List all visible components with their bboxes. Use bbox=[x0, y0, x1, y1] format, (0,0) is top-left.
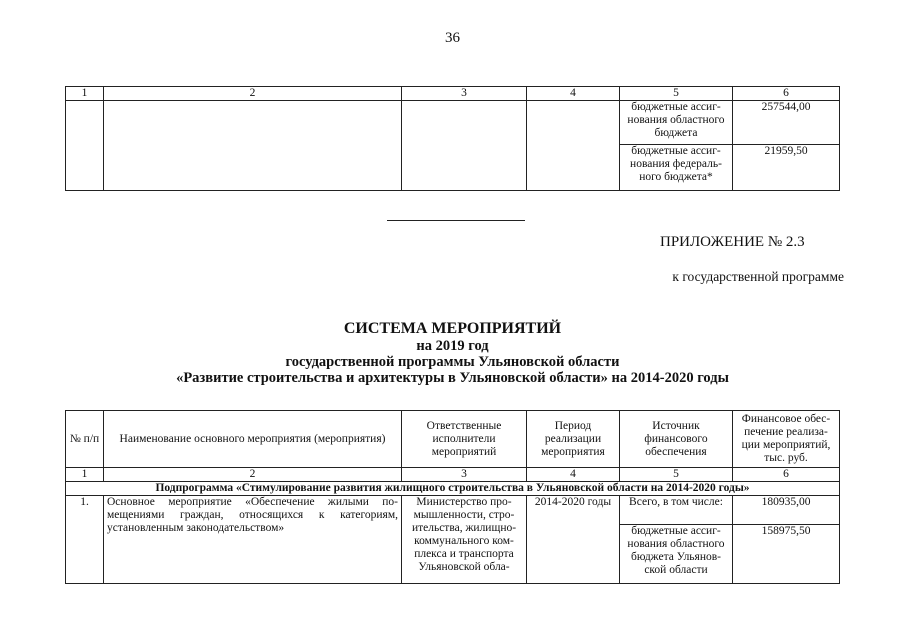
col-number: 4 bbox=[527, 468, 620, 482]
document-title bbox=[0, 320, 905, 386]
funding-amount: 21959,50 bbox=[733, 145, 840, 191]
funding-amount: 257544,00 bbox=[733, 101, 840, 145]
header-number: № п/п bbox=[66, 411, 104, 468]
funding-source: бюджетные ассиг-нования областного бюджета Ульянов-ской области bbox=[620, 525, 733, 584]
row-number: 1. bbox=[66, 496, 104, 584]
header-source: Источник финансового обеспечения bbox=[620, 411, 733, 468]
col-number: 1 bbox=[66, 468, 104, 482]
title-line: СИСТЕМА МЕРОПРИЯТИЙ bbox=[343, 320, 562, 337]
funding-source: бюджетные ассиг-нования областного бюджета bbox=[620, 101, 733, 145]
header-executors: Ответственные исполнители мероприятий bbox=[402, 411, 527, 468]
col-number: 2 bbox=[104, 468, 402, 482]
subprogram-title: Подпрограмма «Стимулирование развития жилищного строительства в Ульяновской области на 2014-2020 годы» bbox=[66, 482, 840, 496]
continuation-table bbox=[65, 86, 840, 191]
activity-name: Основное мероприятие «Обеспечение жилыми по-мещениями граждан, относящихся к категориям, установленным законодательством» bbox=[104, 496, 402, 584]
appendix-title: ПРИЛОЖЕНИЕ № 2.3 bbox=[660, 234, 805, 250]
funding-amount: 158975,50 bbox=[733, 525, 840, 584]
funding-source: Всего, в том числе: bbox=[620, 496, 733, 525]
title-line: «Развитие строительства и архитектуры в Ульяновской области» на 2014-2020 годы bbox=[176, 370, 729, 386]
empty-cell bbox=[402, 101, 527, 191]
header-period: Период реализации мероприятия bbox=[527, 411, 620, 468]
header-row bbox=[66, 411, 840, 468]
page-number: 36 bbox=[445, 30, 460, 46]
table-row bbox=[66, 101, 840, 145]
col-number: 3 bbox=[402, 468, 527, 482]
column-number-row bbox=[66, 87, 840, 101]
title-line: на 2019 год bbox=[416, 338, 489, 354]
empty-cell bbox=[527, 101, 620, 191]
col-number: 5 bbox=[620, 468, 733, 482]
empty-cell bbox=[66, 101, 104, 191]
period: 2014-2020 годы bbox=[527, 496, 620, 584]
funding-amount: 180935,00 bbox=[733, 496, 840, 525]
empty-cell bbox=[104, 101, 402, 191]
col-number: 4 bbox=[527, 87, 620, 101]
col-number: 1 bbox=[66, 87, 104, 101]
col-number: 6 bbox=[733, 87, 840, 101]
header-funding: Финансовое обес-печение реализа-ции мероприятий, тыс. руб. bbox=[733, 411, 840, 468]
title-line: государственной программы Ульяновской области bbox=[285, 354, 620, 370]
col-number: 3 bbox=[402, 87, 527, 101]
subprogram-row bbox=[66, 482, 840, 496]
appendix-subtitle: к государственной программе bbox=[672, 269, 844, 284]
separator-line bbox=[387, 220, 525, 221]
header-activity-name: Наименование основного мероприятия (мероприятия) bbox=[104, 411, 402, 468]
executor: Министерство про-мышленности, стро-ительства, жилищно-коммунального ком-плекса и транспорта Ульяновской обла- bbox=[402, 496, 527, 584]
col-number: 2 bbox=[104, 87, 402, 101]
funding-source: бюджетные ассиг-нования федераль-ного бюджета* bbox=[620, 145, 733, 191]
column-number-row bbox=[66, 468, 840, 482]
table-row bbox=[66, 496, 840, 525]
col-number: 5 bbox=[620, 87, 733, 101]
activities-table bbox=[65, 410, 840, 584]
col-number: 6 bbox=[733, 468, 840, 482]
